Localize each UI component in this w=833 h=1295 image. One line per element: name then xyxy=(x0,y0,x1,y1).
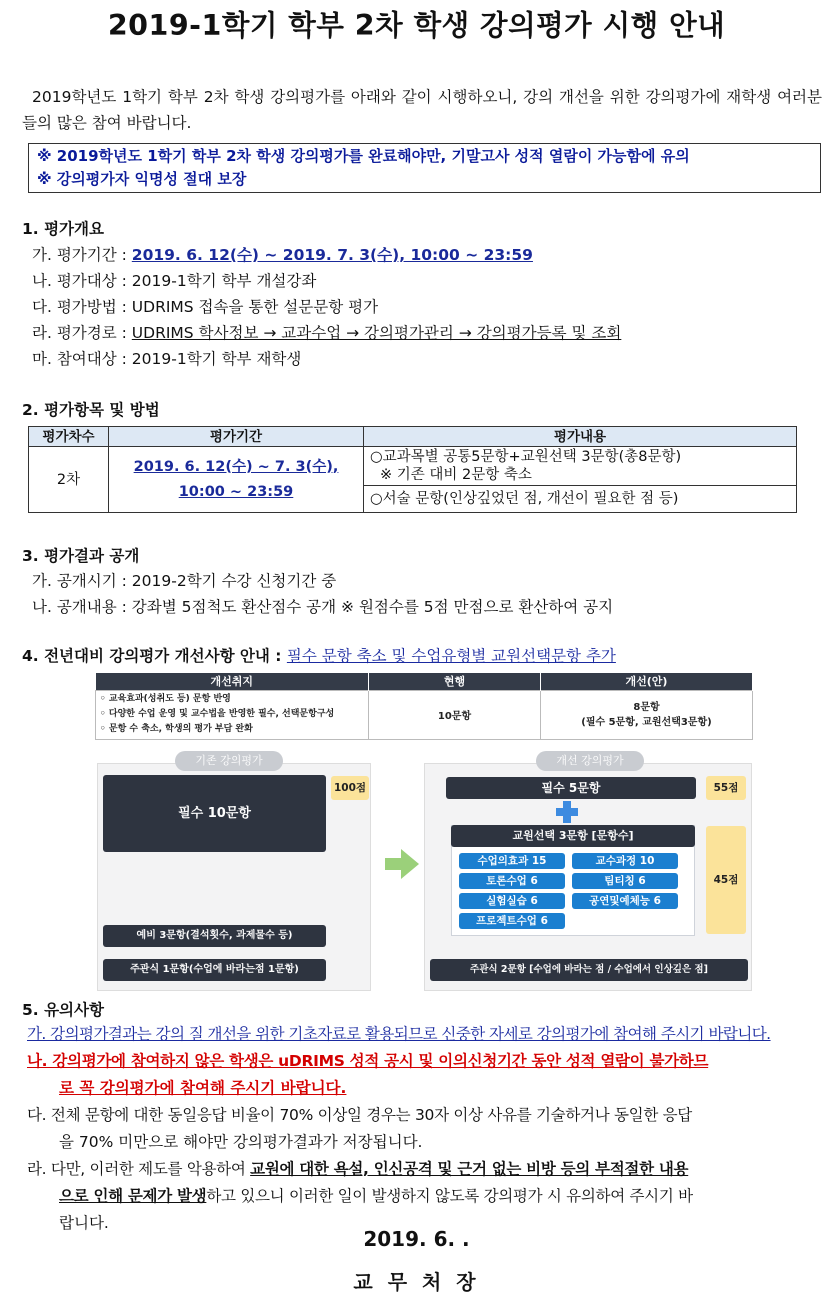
section-1-heading: 1. 평가개요 xyxy=(22,220,104,238)
content-cell: ○서술 문항(인상깊었던 점, 개선이 필요한 점 등) xyxy=(364,485,797,512)
round-cell: 2차 xyxy=(29,447,109,513)
plus-icon xyxy=(556,801,578,823)
heading-text: 4. 전년대비 강의평가 개선사항 안내 : xyxy=(22,647,287,665)
aim-line: ◦ 교육효과(성취도 등) 문항 반영 xyxy=(100,694,231,705)
notes-list xyxy=(27,1021,827,1231)
list-item xyxy=(32,268,316,294)
new-required-score: 55점 xyxy=(706,776,746,800)
notice-line: ※ 2019학년도 1학기 학부 2차 학생 강의평가를 완료해야만, 기말고사 성적 열람이 가능함에 유의 xyxy=(37,147,690,165)
note-c-line1: 다. 전체 문항에 대한 동일응답 비율이 70% 이상일 경우는 30자 이상 사유를 기술하거나 동일한 응답 xyxy=(27,1106,692,1124)
note-d-line2 xyxy=(59,1183,693,1210)
aim-line: ◦ 다양한 수업 운영 및 교수법을 반영한 필수, 선택문항구성 xyxy=(100,709,335,720)
improvement-figure xyxy=(95,673,753,995)
type-chip: 프로젝트수업 6 xyxy=(459,913,565,929)
table-header: 평가기간 xyxy=(109,427,364,447)
item-label: 나. 평가대상 : xyxy=(32,272,132,290)
heading-highlight: 필수 문항 축소 및 수업유형별 교원선택문항 추가 xyxy=(286,647,616,665)
note-emphasis: 교원에 대한 욕설, 인신공격 및 근거 없는 비방 등의 부적절한 내용 xyxy=(250,1160,689,1178)
table-header-row xyxy=(29,427,797,447)
list-item xyxy=(32,346,301,372)
page-title: 2019-1학기 학부 2차 학생 강의평가 시행 안내 xyxy=(107,9,726,42)
old-essay-box: 주관식 1문항(수업에 바라는점 1문항) xyxy=(103,959,326,981)
current-cell: 10문항 xyxy=(369,690,541,740)
new-select-score: 45점 xyxy=(706,826,746,934)
note-a: 가. 강의평가결과는 강의 질 개선을 위한 기초자료로 활용되므로 신중한 자세로 강의평가에 참여해 주시기 바랍니다. xyxy=(27,1025,771,1043)
list-item xyxy=(32,294,378,320)
figure-table xyxy=(95,673,753,740)
old-score-badge: 100점 xyxy=(331,776,369,800)
period-line: 10:00 ~ 23:59 xyxy=(178,483,294,500)
type-chip: 공연및예체능 6 xyxy=(572,893,678,909)
content-cell xyxy=(364,447,797,486)
notice-line: ※ 강의평가자 익명성 절대 보장 xyxy=(37,170,247,188)
section-2-heading: 2. 평가항목 및 방법 xyxy=(22,401,160,419)
notice-box xyxy=(28,143,821,193)
old-prelim-box: 예비 3문항(결석횟수, 과제물수 등) xyxy=(103,925,326,947)
item-value: UDRIMS 접속을 통한 설문문항 평가 xyxy=(131,298,379,316)
old-eval-tag: 기존 강의평가 xyxy=(175,751,283,771)
type-chip: 실험실습 6 xyxy=(459,893,565,909)
item-value: 2019-1학기 학부 재학생 xyxy=(131,350,302,368)
evaluation-table xyxy=(28,426,797,513)
period-line: 2019. 6. 12(수) ~ 7. 3(수), xyxy=(133,458,339,475)
list-item xyxy=(32,320,621,346)
new-required-box: 필수 5문항 xyxy=(446,777,696,799)
fig-header: 개선(안) xyxy=(541,673,753,690)
intro-paragraph: 2019학년도 1학기 학부 2차 학생 강의평가를 아래와 같이 시행하오니, 강의 개선을 위한 강의평가에 재학생 여러분들의 많은 참여 바랍니다. xyxy=(22,88,822,132)
teacher-select-header: 교원선택 3문항 [문항수] xyxy=(451,825,695,847)
improved-cell xyxy=(541,690,753,740)
type-chip: 수업의효과 15 xyxy=(459,853,565,869)
fig-header: 현행 xyxy=(369,673,541,690)
new-eval-tag: 개선 강의평가 xyxy=(536,751,644,771)
note-text: 라. 다만, 이러한 제도를 악용하여 xyxy=(27,1160,251,1178)
improved-line: 8문항 xyxy=(633,701,660,713)
new-essay-box: 주관식 2문항 [수업에 바라는 점 / 수업에서 인상깊은 점] xyxy=(430,959,748,981)
signer: 교 무 처 장 xyxy=(353,1270,480,1294)
note-c-line2: 을 70% 미만으로 해야만 강의평가결과가 저장됩니다. xyxy=(59,1133,423,1151)
old-required-box: 필수 10문항 xyxy=(103,775,326,852)
eval-period-value: 2019. 6. 12(수) ~ 2019. 7. 3(수), 10:00 ~ 23:59 xyxy=(131,246,533,264)
note-b-line1: 나. 강의평가에 참여하지 않은 학생은 uDRIMS 성적 공시 및 이의신청기간 동안 성적 열람이 불가하므 xyxy=(27,1052,709,1070)
item-label: 마. 참여대상 : xyxy=(32,350,132,368)
note-emphasis: 으로 인해 문제가 발생 xyxy=(59,1187,207,1205)
item-value: 2019-1학기 학부 개설강좌 xyxy=(131,272,317,290)
note-d-line1 xyxy=(27,1156,688,1183)
section-4-heading xyxy=(22,645,616,667)
aim-line: ◦ 문항 수 축소, 학생의 평가 부담 완화 xyxy=(100,724,253,735)
section-3-heading: 3. 평가결과 공개 xyxy=(22,547,140,565)
content-line: ※ 기존 대비 2문항 축소 xyxy=(380,466,532,483)
table-row xyxy=(29,447,797,486)
list-item: 나. 공개내용 : 강좌별 5점척도 환산점수 공개 ※ 원점수를 5점 만점으로 환산하여 공지 xyxy=(32,598,614,616)
type-chip: 교수과정 10 xyxy=(572,853,678,869)
note-b-line2: 로 꼭 강의평가에 참여해 주시기 바랍니다. xyxy=(59,1079,347,1097)
note-text: 하고 있으니 이러한 일이 발생하지 않도록 강의평가 시 유의하여 주시기 바 xyxy=(206,1187,693,1205)
improved-line: (필수 5문항, 교원선택3문항) xyxy=(581,716,712,728)
item-label: 가. 평가기간 : xyxy=(32,246,132,264)
period-cell xyxy=(109,447,364,513)
item-label: 다. 평가방법 : xyxy=(32,298,132,316)
list-item xyxy=(32,242,533,268)
eval-path-value: UDRIMS 학사정보 → 교과수업 → 강의평가관리 → 강의평가등록 및 조회 xyxy=(131,324,622,342)
document-date: 2019. 6. . xyxy=(363,1227,470,1251)
list-item: 가. 공개시기 : 2019-2학기 수강 신청기간 중 xyxy=(32,572,337,590)
table-header: 평가차수 xyxy=(29,427,109,447)
table-header: 평가내용 xyxy=(364,427,797,447)
aims-cell xyxy=(96,690,369,740)
content-line: ○교과목별 공통5문항+교원선택 3문항(총8문항) xyxy=(370,448,682,465)
note-d-line3: 랍니다. xyxy=(59,1214,109,1232)
section-5-heading: 5. 유의사항 xyxy=(22,1001,104,1019)
arrow-right-icon xyxy=(385,849,421,879)
type-chip: 토론수업 6 xyxy=(459,873,565,889)
item-label: 라. 평가경로 : xyxy=(32,324,132,342)
fig-header: 개선취지 xyxy=(96,673,369,690)
type-chip: 팀티칭 6 xyxy=(572,873,678,889)
